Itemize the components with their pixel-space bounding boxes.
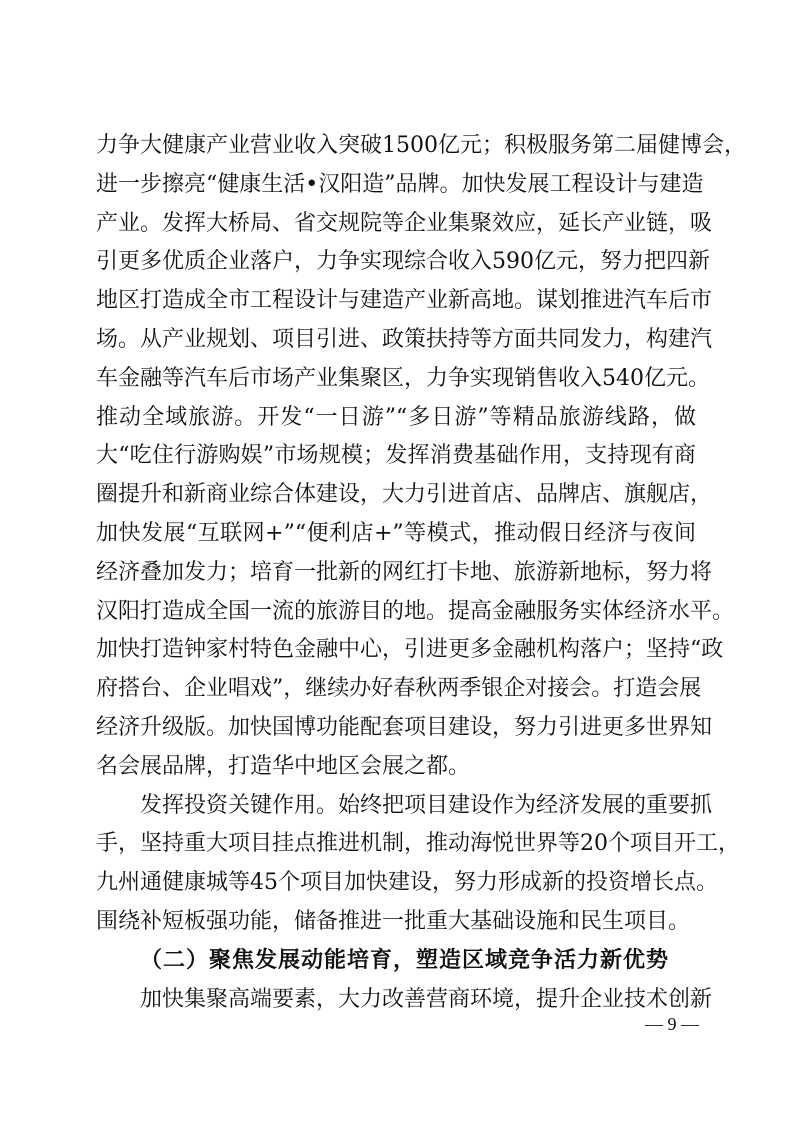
- text-line: 名会展品牌，打造华中地区会展之都。: [96, 753, 471, 779]
- text-line: 大“吃住行游购娱”市场规模；发挥消费基础作用，支持现有商: [96, 443, 696, 469]
- text-line: 发挥投资关键作用。始终把项目建设作为经济发展的重要抓: [140, 792, 713, 818]
- paragraph-high-end-elements: [96, 981, 713, 1020]
- text-line: 手，坚持重大项目挂点推进机制，推动海悦世界等20个项目开工，: [96, 831, 740, 857]
- text-line: 引更多优质企业落户，力争实现综合收入590亿元，努力把四新: [96, 249, 710, 275]
- text-line: 经济叠加发力；培育一批新的网红打卡地、旅游新地标，努力将: [96, 559, 713, 585]
- text-line: 加快发展“互联网+”“便利店+”等模式，推动假日经济与夜间: [96, 520, 696, 546]
- text-line: 力争大健康产业营业收入突破1500亿元；积极服务第二届健博会，: [96, 133, 746, 158]
- text-line: 汉阳打造成全国一流的旅游目的地。提高金融服务实体经济水平。: [96, 598, 735, 624]
- text-line: 九州通健康城等45个项目加快建设，努力形成新的投资增长点。: [96, 870, 718, 896]
- paragraph-industry-development: [96, 127, 746, 787]
- text-line: 经济升级版。加快国博功能配套项目建设，努力引进更多世界知: [96, 714, 713, 740]
- text-line: 府搭台、企业唱戏”，继续办好春秋两季银企对接会。打造会展: [96, 676, 702, 702]
- text-line: 推动全域旅游。开发“一日游”“多日游”等精品旅游线路，做: [96, 404, 696, 430]
- text-line: 车金融等汽车后市场产业集聚区，力争实现销售收入540亿元。: [96, 365, 710, 391]
- text-line: 进一步擦亮“健康生活•汉阳造”品牌。加快发展工程设计与建造: [96, 171, 704, 197]
- text-line: 加快打造钟家村特色金融中心，引进更多金融机构落户；坚持“政: [96, 637, 724, 663]
- text-line: 地区打造成全市工程设计与建造产业新高地。谋划推进汽车后市: [96, 288, 713, 314]
- text-line: 围绕补短板强功能，储备推进一批重大基础设施和民生项目。: [96, 908, 691, 934]
- text-line: 产业。发挥大桥局、省交规院等企业集聚效应，延长产业链，吸: [96, 210, 713, 236]
- text-line: 场。从产业规划、项目引进、政策扶持等方面共同发力，构建汽: [96, 326, 713, 352]
- section-heading: （二）聚焦发展动能培育，塑造区域竞争活力新优势: [140, 947, 670, 973]
- paragraph-investment: [96, 787, 740, 942]
- text-line: 加快集聚高端要素，大力改善营商环境，提升企业技术创新: [140, 986, 713, 1012]
- page-number: — 9 —: [645, 1014, 699, 1034]
- document-body: [96, 127, 746, 1019]
- text-line: 圈提升和新商业综合体建设，大力引进首店、品牌店、旗舰店，: [96, 482, 713, 508]
